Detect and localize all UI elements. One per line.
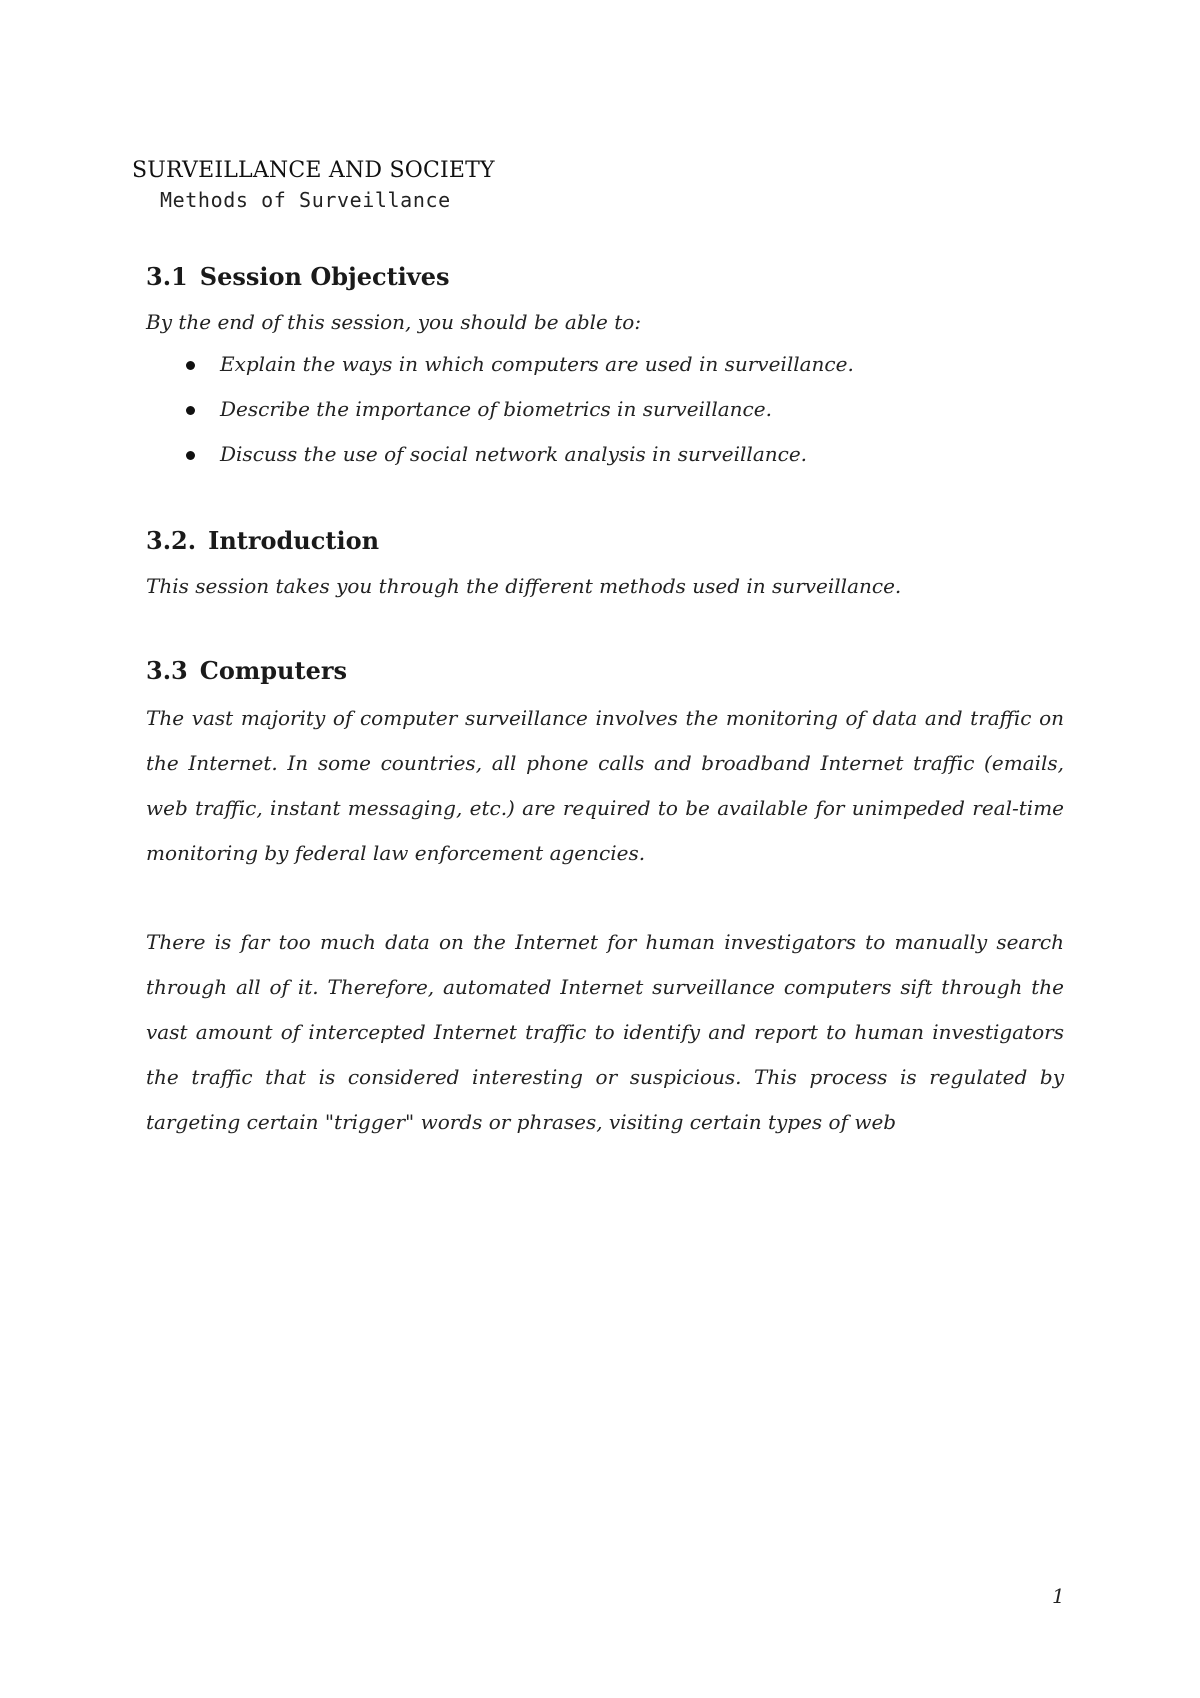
section-heading-text: Introduction: [208, 526, 380, 555]
computers-paragraph-2: There is far too much data on the Internet for human investigators to manually search through all of it. Therefore, automated Internet surveillance computers sift through the vast amount of intercepted Internet traffic to identify and report to human investigators the traffic that is considered interesting or suspicious. This process is regulated by targeting certain "trigger" words or phrases, visiting certain types of web: [146, 930, 1064, 1134]
section-heading-text: Session Objectives: [199, 262, 450, 291]
section-number: 3.2.: [146, 526, 197, 555]
list-item: [180, 352, 854, 397]
list-item-text: Explain the ways in which computers are used in surveillance.: [220, 352, 854, 376]
section-heading-text: Computers: [199, 656, 348, 685]
section-number: 3.1: [146, 262, 188, 291]
bullet-icon: [186, 361, 195, 370]
list-item-text: Describe the importance of biometrics in surveillance.: [220, 397, 772, 421]
computers-paragraph-1: The vast majority of computer surveillance involves the monitoring of data and traffic on the Internet. In some countries, all phone calls and broadband Internet traffic (emails, web traffic, instant messaging, etc.) are required to be available for unimpeded real-time monitoring by federal law enforcement agencies.: [146, 706, 1064, 865]
heading-session-objectives: [146, 262, 450, 291]
document-title: SURVEILLANCE AND SOCIETY: [132, 158, 495, 183]
heading-introduction: [146, 526, 379, 555]
bullet-icon: [186, 406, 195, 415]
introduction-text: This session takes you through the different methods used in surveillance.: [146, 574, 902, 598]
list-item-text: Discuss the use of social network analysis in surveillance.: [220, 442, 808, 466]
list-item: [180, 397, 854, 442]
heading-computers: [146, 656, 347, 685]
section-number: 3.3: [146, 656, 188, 685]
bullet-icon: [186, 451, 195, 460]
list-item: [180, 442, 854, 487]
document-subtitle: Methods of Surveillance: [160, 188, 451, 212]
objectives-lead: By the end of this session, you should be able to:: [146, 310, 642, 334]
objectives-list: [180, 352, 854, 487]
page-number: 1: [1052, 1584, 1065, 1608]
